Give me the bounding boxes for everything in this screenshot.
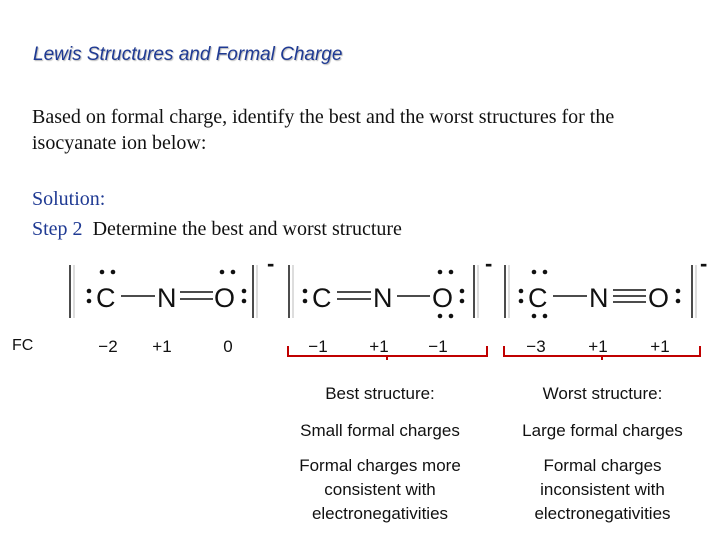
best-point-1: Small formal charges [300,421,460,440]
formal-charge: +1 [588,337,608,356]
atom-c: C [96,283,116,313]
step-line [32,218,402,241]
formal-charge: −1 [308,337,328,356]
atom-o: O [214,283,236,313]
worst-heading: Worst structure: [542,384,663,403]
formal-charge: 0 [223,337,233,356]
step-label: Step 2 [32,218,83,240]
ion-charge: - [267,251,275,276]
worst-point-1: Large formal charges [522,421,683,440]
ion-charge: - [485,251,493,276]
solution-label: Solution: [32,188,106,210]
atom-n: N [589,283,609,313]
best-heading: Best structure: [325,384,435,403]
atom-c: C [528,283,548,313]
formal-charge: −2 [98,337,118,356]
worst-point-2: Formal charges inconsistent with electronegativities [534,456,671,523]
structure-2 [289,251,492,318]
formal-charge: −1 [428,337,448,356]
intro-text: Based on formal charge, identify the best and the worst structures for the isocyanate ion below: [32,106,615,154]
formal-charge: +1 [152,337,172,356]
structure-3 [505,251,707,318]
atom-c: C [312,283,332,313]
best-point-2: Formal charges more consistent with electronegativities [299,456,461,523]
ion-charge: - [700,251,708,276]
atom-n: N [373,283,393,313]
formal-charge: +1 [369,337,389,356]
step-text: Determine the best and worst structure [92,218,402,240]
structure-1 [70,251,274,318]
atom-o: O [648,283,670,313]
fc-label: FC [12,337,34,354]
atom-n: N [157,283,177,313]
formal-charge: −3 [526,337,546,356]
formal-charge: +1 [650,337,670,356]
slide-title: Lewis Structures and Formal Charge [33,44,343,65]
atom-o: O [432,283,454,313]
